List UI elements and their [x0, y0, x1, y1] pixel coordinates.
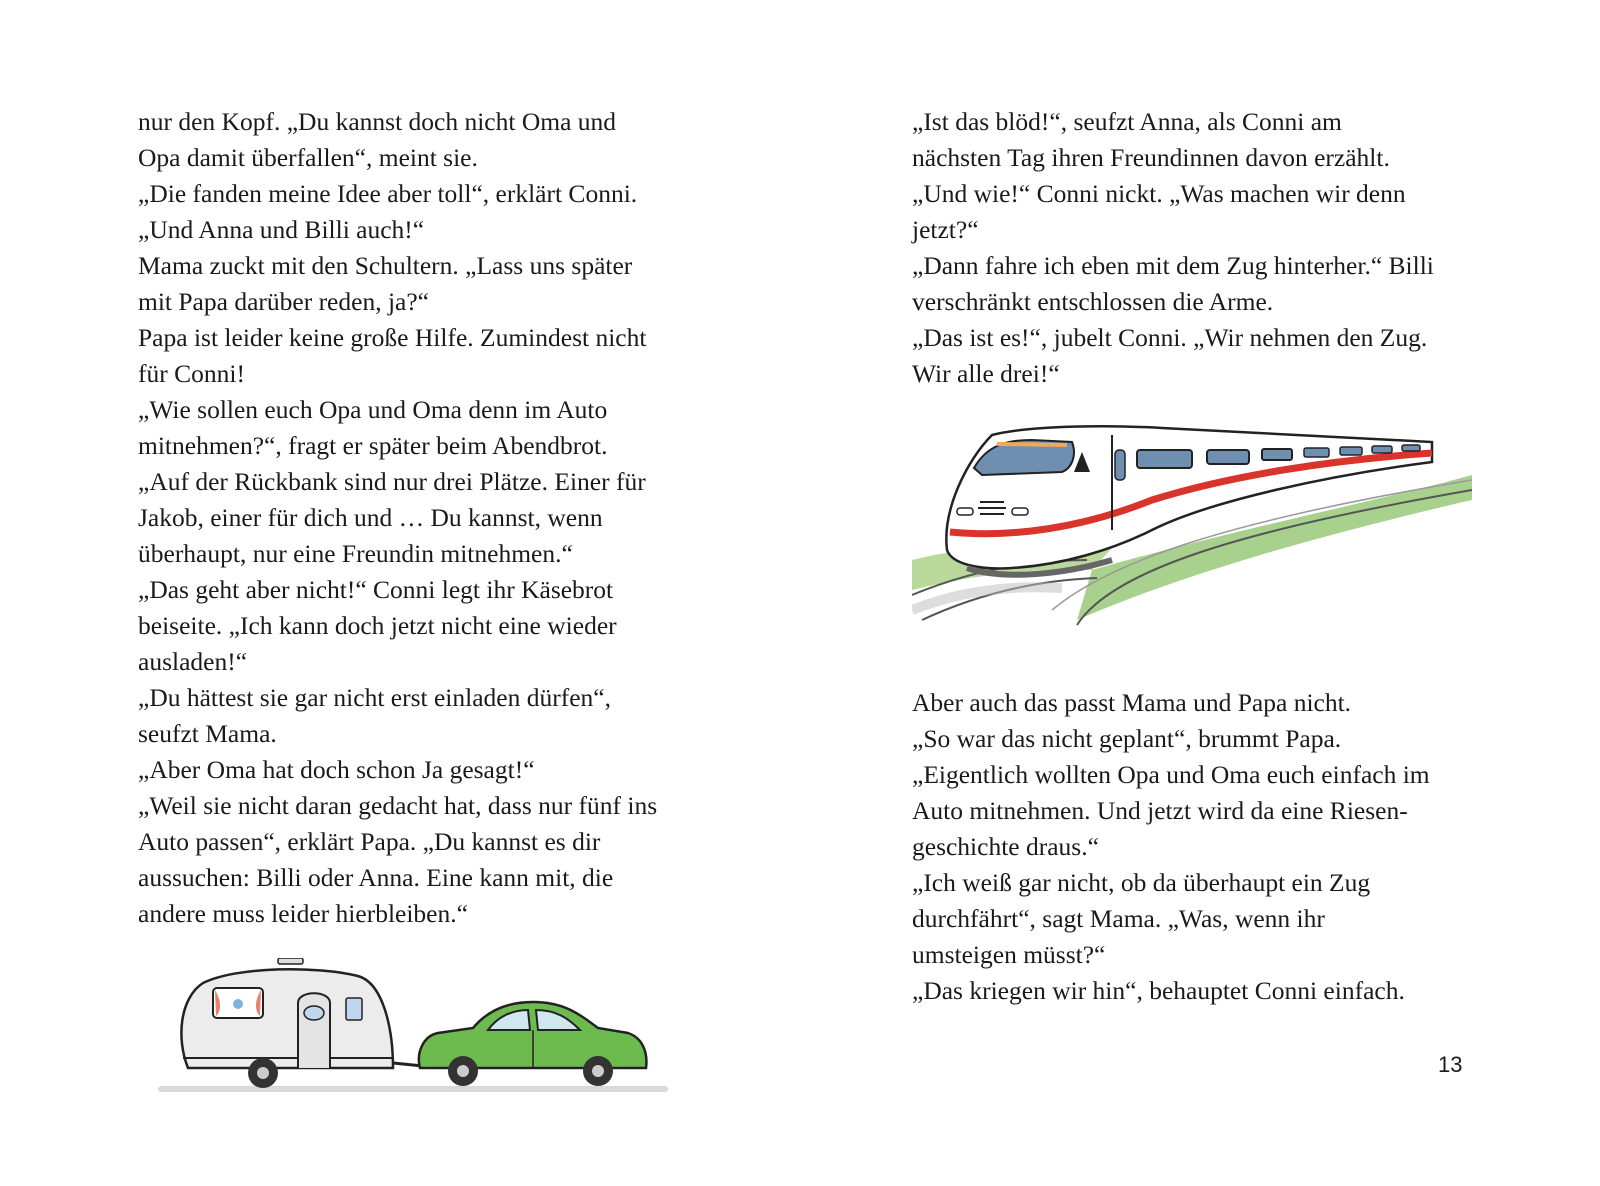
text-line: „Auf der Rückbank sind nur drei Plätze. Einer für	[138, 467, 646, 496]
text-line: Papa ist leider keine große Hilfe. Zumindest nicht	[138, 323, 647, 352]
page-number: 13	[1438, 1052, 1463, 1077]
text-line: Mama zuckt mit den Schultern. „Lass uns später	[138, 251, 633, 280]
text-line: ausladen!“	[138, 647, 248, 676]
text-line: umsteigen müsst?“	[912, 940, 1106, 969]
text-line: „Das ist es!“, jubelt Conni. „Wir nehmen den Zug.	[912, 323, 1428, 352]
text-line: Auto passen“, erklärt Papa. „Du kannst es dir	[138, 827, 601, 856]
text-line: „So war das nicht geplant“, brummt Papa.	[912, 724, 1342, 753]
right-text-column-top	[912, 104, 1482, 392]
text-line: „Du hättest sie gar nicht erst einladen dürfen“,	[138, 683, 611, 712]
text-line: durchfährt“, sagt Mama. „Was, wenn ihr	[912, 904, 1325, 933]
text-line: Opa damit überfallen“, meint sie.	[138, 143, 478, 172]
text-line: aussuchen: Billi oder Anna. Eine kann mit, die	[138, 863, 614, 892]
text-line: „Das geht aber nicht!“ Conni legt ihr Käsebrot	[138, 575, 614, 604]
text-line: „Weil sie nicht daran gedacht hat, dass nur fünf ins	[138, 791, 658, 820]
text-line: „Das kriegen wir hin“, behauptet Conni einfach.	[912, 976, 1405, 1005]
car-with-caravan-illustration	[158, 958, 678, 1108]
text-line: „Die fanden meine Idee aber toll“, erklärt Conni.	[138, 179, 638, 208]
text-line: „Wie sollen euch Opa und Oma denn im Auto	[138, 395, 608, 424]
text-line: mit Papa darüber reden, ja?“	[138, 287, 429, 316]
text-line: „Aber Oma hat doch schon Ja gesagt!“	[138, 755, 535, 784]
text-line: „Dann fahre ich eben mit dem Zug hinterher.“ Billi	[912, 251, 1434, 280]
text-line: „Und Anna und Billi auch!“	[138, 215, 425, 244]
text-line: Wir alle drei!“	[912, 359, 1060, 388]
text-line: „Eigentlich wollten Opa und Oma euch einfach im	[912, 760, 1430, 789]
text-line: Aber auch das passt Mama und Papa nicht.	[912, 688, 1352, 717]
text-line: überhaupt, nur eine Freundin mitnehmen.“	[138, 539, 573, 568]
text-line: verschränkt entschlossen die Arme.	[912, 287, 1274, 316]
text-line: für Conni!	[138, 359, 245, 388]
text-line: mitnehmen?“, fragt er später beim Abendbrot.	[138, 431, 608, 460]
text-line: Jakob, einer für dich und … Du kannst, wenn	[138, 503, 603, 532]
text-line: seufzt Mama.	[138, 719, 277, 748]
right-text-column-bottom	[912, 685, 1482, 1009]
text-line: andere muss leider hierbleiben.“	[138, 899, 468, 928]
text-line: jetzt?“	[912, 215, 979, 244]
train-illustration	[912, 420, 1472, 635]
text-line: „Und wie!“ Conni nickt. „Was machen wir denn	[912, 179, 1406, 208]
text-line: nächsten Tag ihren Freundinnen davon erzählt.	[912, 143, 1390, 172]
text-line: „Ist das blöd!“, seufzt Anna, als Conni am	[912, 107, 1342, 136]
text-line: „Ich weiß gar nicht, ob da überhaupt ein Zug	[912, 868, 1371, 897]
text-line: Auto mitnehmen. Und jetzt wird da eine Riesen-	[912, 796, 1408, 825]
text-line: nur den Kopf. „Du kannst doch nicht Oma und	[138, 107, 617, 136]
left-text-column	[138, 104, 728, 932]
text-line: beiseite. „Ich kann doch jetzt nicht eine wieder	[138, 611, 617, 640]
text-line: geschichte draus.“	[912, 832, 1099, 861]
